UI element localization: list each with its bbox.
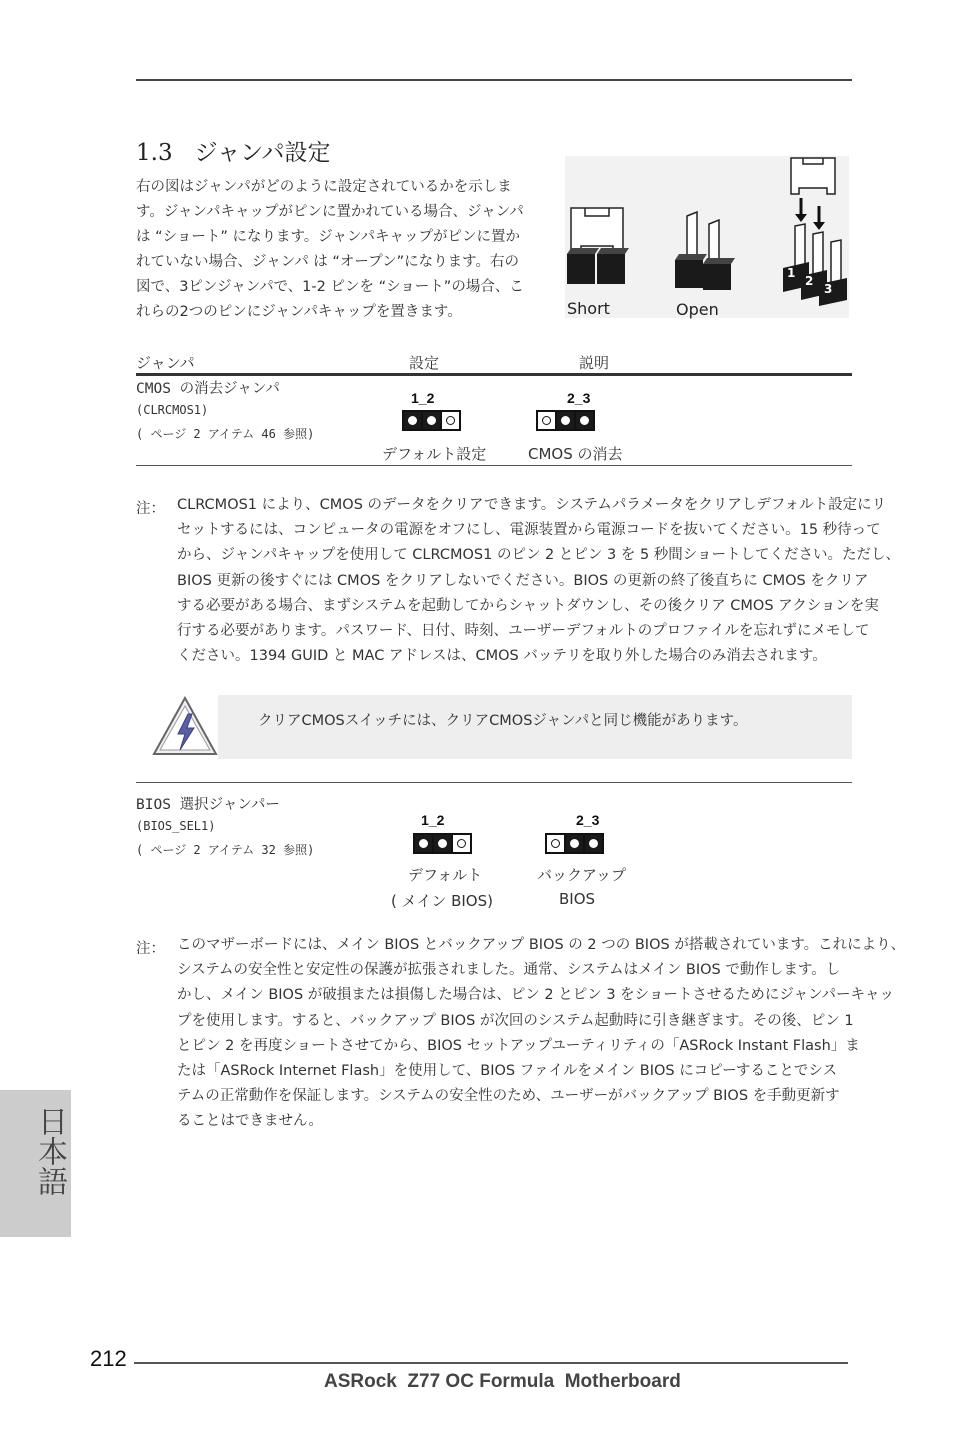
pin-number-1: 1 bbox=[787, 266, 796, 280]
pin-open bbox=[441, 411, 460, 430]
bios-opt1-pins bbox=[413, 833, 472, 854]
bios-opt2-pins bbox=[545, 833, 604, 854]
section-heading: ジャンパ設定 bbox=[194, 140, 331, 166]
header-rule bbox=[136, 373, 852, 376]
pin-open bbox=[452, 834, 471, 853]
cmos-opt1-pins bbox=[402, 410, 461, 431]
cmos-opt1-label: 1_2 bbox=[411, 390, 435, 406]
intro-line: 右の図はジャンパがどのように設定されているかを示しま bbox=[136, 179, 512, 195]
cmos-opt2-pins bbox=[536, 410, 595, 431]
bios-opt1-label: 1_2 bbox=[421, 812, 445, 828]
cmos-jumper-code: (CLRCMOS1) bbox=[136, 403, 209, 417]
caution-text: クリアCMOSスイッチには、クリアCMOSジャンパと同じ機能があります。 bbox=[258, 713, 748, 729]
section-number: 1.3 bbox=[136, 140, 173, 166]
header-description: 説明 bbox=[579, 354, 610, 372]
pin-filled bbox=[556, 411, 575, 430]
note2-line: とピン 2 を再度ショートさせてから、BIOS セットアップユーティリティの「ASRock Instant Flash」ま bbox=[177, 1037, 860, 1054]
section-title bbox=[136, 134, 331, 167]
bios-jumper-ref: ( ページ 2 アイテム 32 参照) bbox=[136, 843, 315, 857]
pin-filled bbox=[565, 834, 584, 853]
open-label: Open bbox=[676, 300, 719, 319]
bios-jumper-code: (BIOS_SEL1) bbox=[136, 819, 216, 833]
note1-line: ください。1394 GUID と MAC アドレスは、CMOS バッテリを取り外した場合のみ消去されます。 bbox=[177, 648, 827, 665]
cmos-opt1-caption: デフォルト設定 bbox=[382, 445, 487, 463]
jumper-drawing bbox=[565, 156, 849, 318]
intro-line: れらの2つのピンにジャンパキャップを置きます。 bbox=[136, 304, 462, 320]
note1-line: BIOS 更新の後すぐには CMOS をクリアしないでください。BIOS の更新の終了後直ちに CMOS をクリア bbox=[177, 572, 869, 589]
bios-opt1-caption-line2: ( メイン BIOS) bbox=[391, 892, 493, 910]
cmos-opt2-caption: CMOS の消去 bbox=[528, 445, 623, 463]
note1-line: する必要がある場合、まずシステムを起動してからシャットダウンし、その後クリア CMOS アクションを実 bbox=[177, 597, 879, 614]
note1-text bbox=[177, 493, 900, 669]
footer-rule bbox=[134, 1362, 848, 1364]
pin-filled bbox=[575, 411, 594, 430]
header-setting: 設定 bbox=[409, 354, 440, 372]
note1-line: から、ジャンパキャップを使用して CLRCMOS1 のピン 2 とピン 3 を 5 秒間ショートしてください。ただし、 bbox=[177, 547, 900, 564]
language-tab-label: 日本語 bbox=[32, 1106, 67, 1196]
footer-title: ASRock Z77 OC Formula Motherboard bbox=[324, 1371, 681, 1392]
cmos-opt2-label: 2_3 bbox=[567, 390, 591, 406]
note2-line: たは「ASRock Internet Flash」を使用して、BIOS ファイルをメイン BIOS にコピーすることでシス bbox=[177, 1063, 837, 1080]
cmos-jumper-name: CMOS の消去ジャンパ bbox=[136, 381, 280, 397]
pin-open bbox=[537, 411, 556, 430]
intro-line: 図で、3ピンジャンパで、1-2 ピンを “ショート”の場合、こ bbox=[136, 279, 524, 295]
three-pin-jumper-drawing bbox=[783, 158, 847, 306]
note2-line: テムの正常動作を保証します。システムの安全性のため、ユーザーがバックアップ BIOS を手動更新す bbox=[177, 1088, 840, 1105]
intro-line: は “ショート” になります。ジャンパキャップがピンに置か bbox=[136, 229, 520, 245]
intro-line: す。ジャンパキャップがピンに置かれている場合、ジャンパ bbox=[136, 204, 524, 220]
note1-line: セットするには、コンピュータの電源をオフにし、電源装置から電源コードを抜いてください。15 秒待って bbox=[177, 522, 881, 539]
short-jumper-drawing bbox=[567, 208, 629, 284]
note2-line: このマザーボードには、メイン BIOS とバックアップ BIOS の 2 つの BIOS が搭載されています。これにより、 bbox=[177, 937, 906, 953]
intro-line: れていない場合、ジャンパ は “オープン”になります。右の bbox=[136, 254, 519, 270]
note2-text bbox=[177, 933, 906, 1135]
bios-opt2-label: 2_3 bbox=[576, 812, 600, 828]
note1-line: CLRCMOS1 により、CMOS のデータをクリアできます。システムパラメータをクリアしデフォルト設定にリ bbox=[177, 497, 887, 513]
bios-opt2-caption-line1: バックアップ bbox=[537, 866, 626, 884]
warning-icon bbox=[150, 694, 220, 760]
pin-number-3: 3 bbox=[824, 282, 833, 296]
bios-jumper-name: BIOS 選択ジャンパー bbox=[136, 797, 280, 813]
note2-mark: 注： bbox=[136, 941, 165, 957]
note2-line: かし、メイン BIOS が破損または損傷した場合は、ピン 2 とピン 3 をショートさせるためにジャンパーキャッ bbox=[177, 987, 895, 1004]
intro-paragraph bbox=[136, 175, 550, 325]
short-label: Short bbox=[567, 299, 610, 318]
note2-line: プを使用します。すると、バックアップ BIOS が次回のシステム起動時に引き継ぎます。その後、ピン 1 bbox=[177, 1012, 854, 1029]
pin-filled bbox=[584, 834, 603, 853]
note1-line: 行する必要があります。パスワード、日付、時刻、ユーザーデフォルトのプロファイルを忘れずにメモして bbox=[177, 623, 870, 640]
note2-line: システムの安全性と安定性の保護が拡張されました。通常、システムはメイン BIOS で動作します。し bbox=[177, 962, 841, 979]
open-jumper-drawing bbox=[675, 212, 735, 290]
bios-opt2-caption-line2: BIOS bbox=[559, 890, 596, 908]
bios-section-rule bbox=[136, 782, 852, 783]
cmos-jumper-ref: ( ページ 2 アイテム 46 参照) bbox=[136, 427, 315, 441]
note1-mark: 注： bbox=[136, 501, 165, 517]
jumper-illustration bbox=[565, 156, 849, 318]
pin-filled bbox=[433, 834, 452, 853]
bios-opt1-caption-line1: デフォルト bbox=[408, 866, 483, 884]
page-number: 212 bbox=[90, 1346, 127, 1371]
cmos-row-rule bbox=[136, 465, 852, 466]
note2-line: ることはできません。 bbox=[177, 1113, 323, 1130]
pin-filled bbox=[403, 411, 422, 430]
pin-filled bbox=[422, 411, 441, 430]
header-jumper: ジャンパ bbox=[136, 354, 195, 372]
top-rule bbox=[136, 79, 852, 81]
pin-filled bbox=[414, 834, 433, 853]
pin-number-2: 2 bbox=[805, 274, 814, 288]
pin-open bbox=[546, 834, 565, 853]
